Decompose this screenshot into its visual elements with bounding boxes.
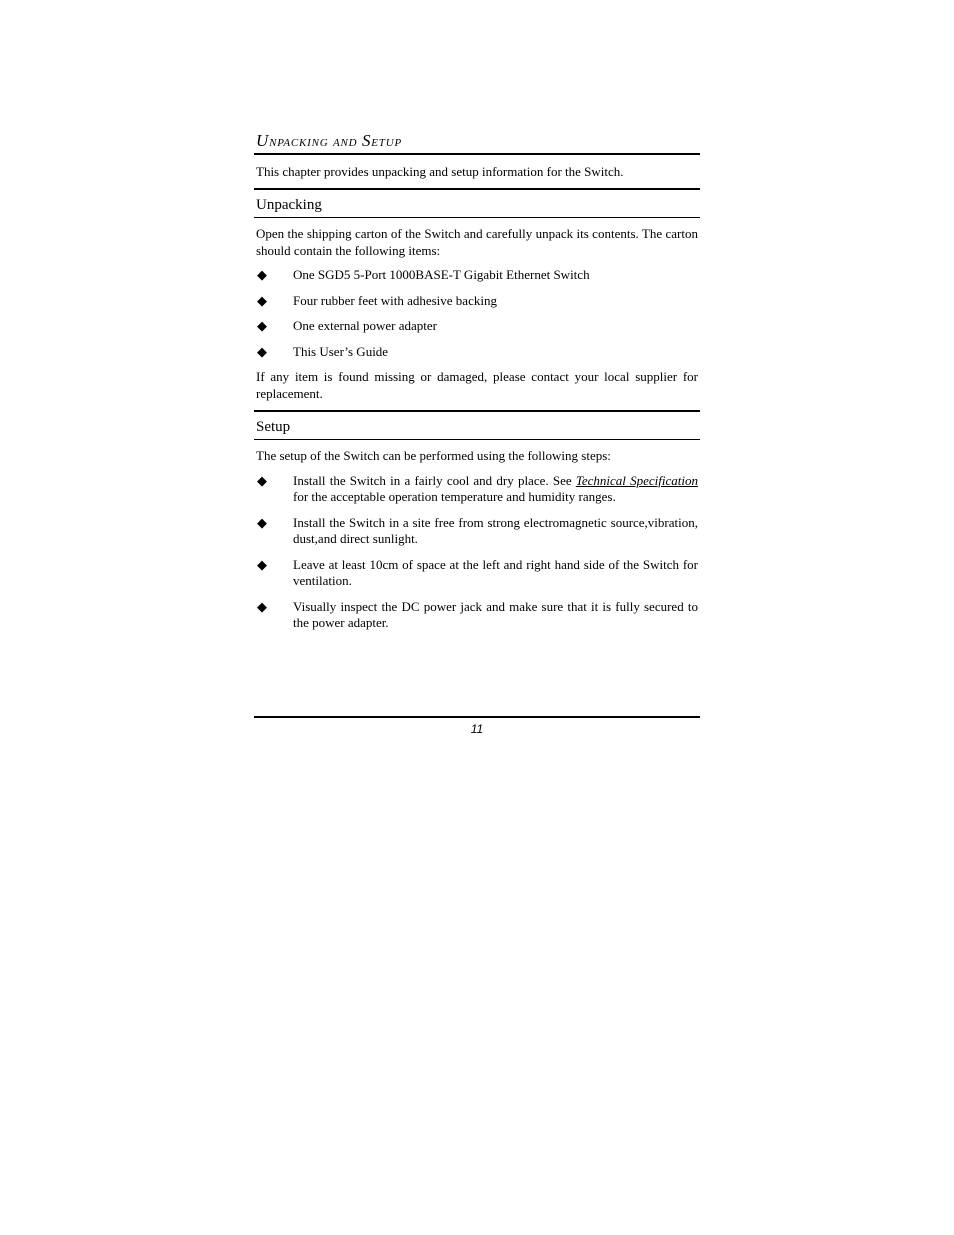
bullet-diamond-icon: ◆	[257, 472, 267, 488]
unpacking-intro: Open the shipping carton of the Switch and carefully unpack its contents. The carton should contain the following items:	[256, 226, 698, 258]
section-heading-unpacking: Unpacking	[256, 197, 322, 213]
list-item: ◆ One external power adapter	[257, 318, 438, 333]
bullet-diamond-icon: ◆	[257, 267, 267, 282]
list-item: ◆ Leave at least 10cm of space at the left and right hand side of the Switch for ventilation.	[257, 556, 698, 588]
footer-rule	[254, 716, 700, 718]
setup-intro: The setup of the Switch can be performed using the following steps:	[256, 448, 611, 463]
bullet-diamond-icon: ◆	[257, 556, 267, 572]
bullet-diamond-icon: ◆	[257, 343, 267, 359]
list-item: ◆ One SGD5 5-Port 1000BASE-T Gigabit Ethernet Switch	[257, 267, 590, 282]
unpacking-outro: If any item is found missing or damaged, please contact your local supplier for replacement.	[256, 369, 698, 401]
technical-specification-link[interactable]: Technical Specification	[575, 472, 698, 488]
setup-step-list	[254, 473, 700, 632]
bullet-diamond-icon: ◆	[257, 514, 267, 530]
list-item: ◆ Install the Switch in a fairly cool and dry place. See Technical Specification for the acceptable operation temperature and humidity ranges.	[257, 472, 698, 504]
list-item: ◆ Install the Switch in a site free from strong electromagnetic source,vibration, dust,and direct sunlight.	[257, 514, 698, 546]
bullet-diamond-icon: ◆	[257, 292, 267, 308]
chapter-intro: This chapter provides unpacking and setup information for the Switch.	[256, 164, 624, 179]
bullet-diamond-icon: ◆	[257, 318, 267, 333]
list-item: ◆ This User’s Guide	[257, 343, 389, 359]
section-heading-setup: Setup	[256, 419, 291, 435]
bullet-diamond-icon: ◆	[257, 598, 267, 614]
page-number: 11	[470, 722, 484, 736]
page-content	[254, 130, 700, 641]
unpacking-item-list	[254, 267, 700, 360]
list-item: ◆ Four rubber feet with adhesive backing	[257, 292, 497, 308]
list-item: ◆ Visually inspect the DC power jack and make sure that it is fully secured to the power adapter.	[257, 598, 698, 630]
chapter-title: Unpacking and Setup	[256, 131, 402, 150]
